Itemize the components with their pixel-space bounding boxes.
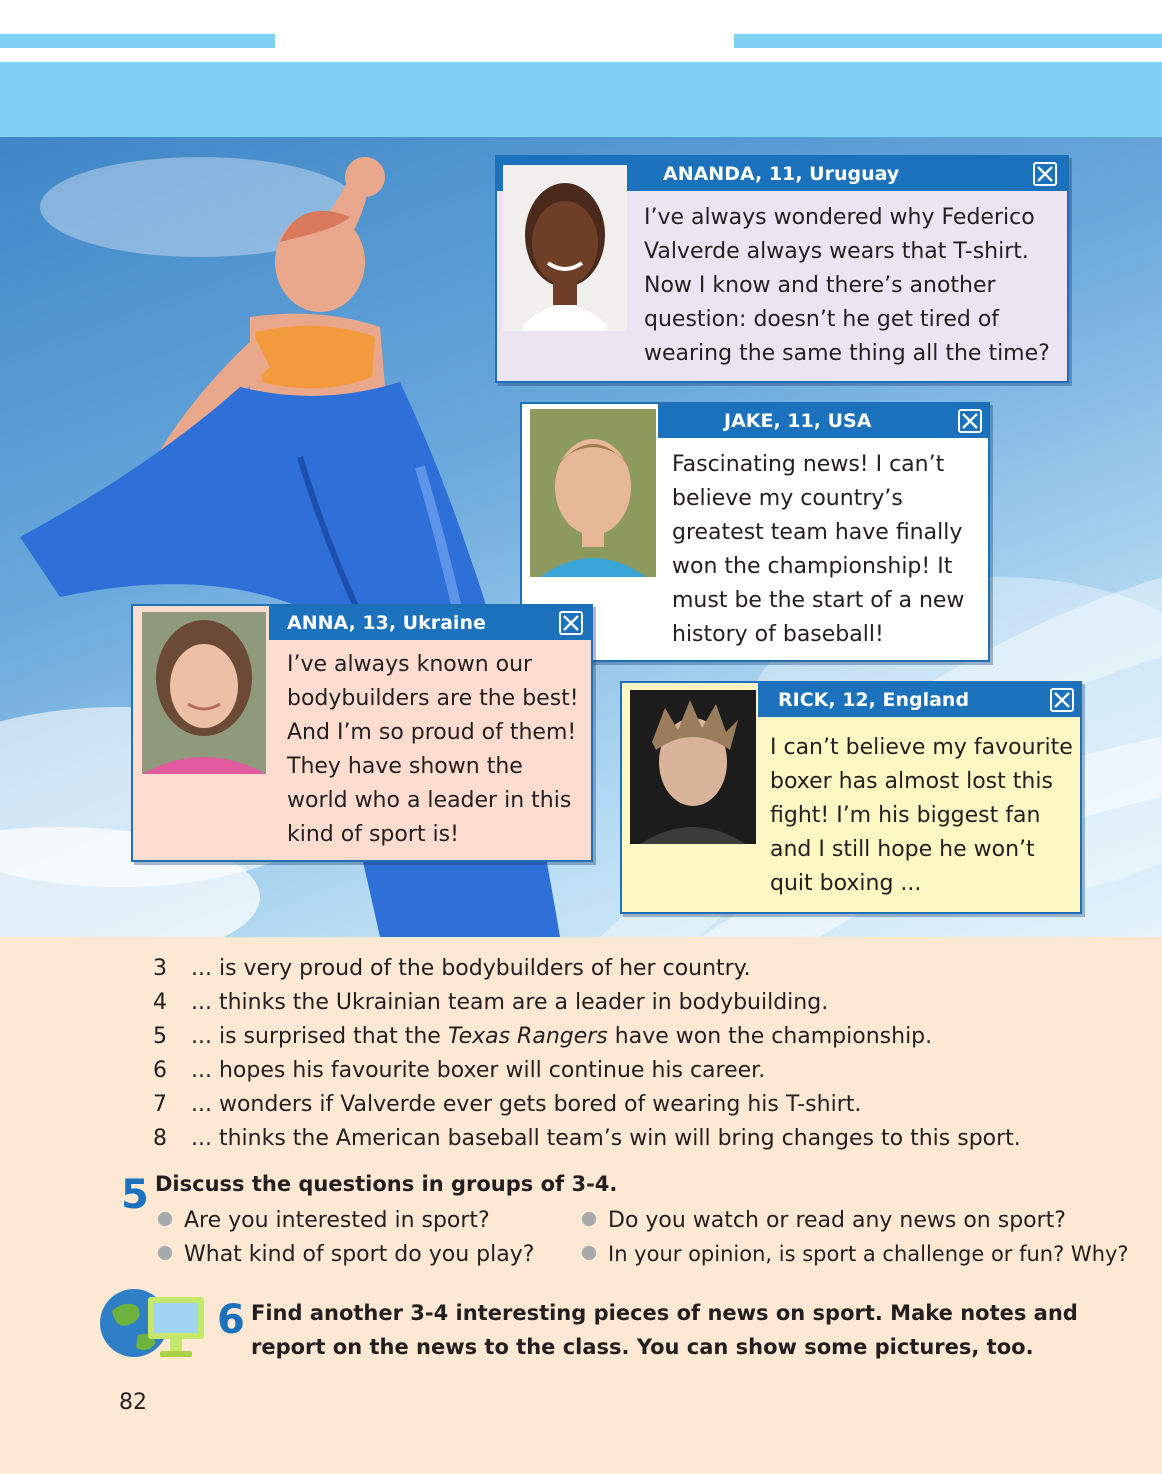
list-item bbox=[153, 1088, 1021, 1122]
instruction-line: report on the news to the class. You can show some pictures, too. bbox=[251, 1335, 1034, 1359]
comment-line: kind of sport is! bbox=[287, 822, 459, 847]
item-number: 5 bbox=[153, 1024, 167, 1049]
item-text: ... hopes his favourite boxer will continue his career. bbox=[191, 1058, 766, 1083]
avatar bbox=[530, 409, 656, 577]
comment-line: world who a leader in this bbox=[287, 788, 572, 813]
avatar bbox=[503, 165, 627, 331]
header-stripe-right bbox=[734, 34, 1162, 48]
comment-line: bodybuilders are the best! bbox=[287, 686, 579, 711]
avatar bbox=[142, 612, 266, 774]
list-item bbox=[153, 1054, 1021, 1088]
comment-line: They have shown the bbox=[287, 754, 523, 779]
header-band bbox=[0, 62, 1162, 137]
list-item bbox=[153, 1020, 1021, 1054]
question-item bbox=[158, 1208, 490, 1233]
comment-card-anna bbox=[131, 604, 593, 862]
list-item bbox=[153, 986, 1021, 1020]
exercise-number: 6 bbox=[217, 1297, 245, 1343]
comment-text bbox=[770, 731, 1073, 901]
comment-header bbox=[758, 683, 1080, 717]
comment-line: fight! I’m his biggest fan bbox=[770, 803, 1041, 828]
comment-line: And I’m so proud of them! bbox=[287, 720, 577, 745]
comment-line: question: doesn’t he get tired of bbox=[644, 307, 1000, 332]
exercise-title: Discuss the questions in groups of 3-4. bbox=[155, 1172, 618, 1196]
commenter-name: JAKE, 11, USA bbox=[724, 410, 872, 432]
item-text: ... is very proud of the bodybuilders of her country. bbox=[191, 956, 751, 981]
comment-line: Fascinating news! I can’t bbox=[672, 452, 945, 477]
comment-line: must be the start of a new bbox=[672, 588, 965, 613]
item-number: 6 bbox=[153, 1058, 167, 1083]
close-icon[interactable] bbox=[1033, 162, 1057, 186]
list-item bbox=[153, 1122, 1021, 1156]
header-stripe-left bbox=[0, 34, 275, 48]
commenter-name: ANANDA, 11, Uruguay bbox=[663, 163, 900, 185]
close-icon[interactable] bbox=[559, 611, 583, 635]
comment-header bbox=[658, 404, 988, 438]
instruction-line: Find another 3-4 interesting pieces of news on sport. Make notes and bbox=[251, 1301, 1078, 1325]
comment-line: wearing the same thing all the time? bbox=[644, 341, 1050, 366]
item-number: 7 bbox=[153, 1092, 167, 1117]
question-item bbox=[582, 1242, 1129, 1266]
exercise-instructions bbox=[251, 1296, 1078, 1364]
comment-line: won the championship! It bbox=[672, 554, 953, 579]
comment-line: I’ve always wondered why Federico bbox=[644, 205, 1035, 230]
comment-text bbox=[672, 448, 964, 652]
commenter-name: RICK, 12, England bbox=[778, 689, 970, 711]
avatar bbox=[630, 690, 756, 844]
item-number: 3 bbox=[153, 956, 167, 981]
comment-line: Valverde always wears that T-shirt. bbox=[644, 239, 1029, 264]
item-emphasis: Texas Rangers bbox=[447, 1024, 608, 1049]
question-text: In your opinion, is sport a challenge or fun? Why? bbox=[608, 1242, 1129, 1266]
comment-text bbox=[644, 201, 1050, 371]
comment-card-ananda bbox=[495, 155, 1069, 383]
item-text: ... wonders if Valverde ever gets bored of wearing his T-shirt. bbox=[191, 1092, 862, 1117]
comment-line: history of baseball! bbox=[672, 622, 884, 647]
exercise-number: 5 bbox=[121, 1172, 149, 1218]
list-item bbox=[153, 952, 1021, 986]
question-item bbox=[158, 1242, 534, 1267]
comment-line: boxer has almost lost this bbox=[770, 769, 1053, 794]
comment-card-rick bbox=[620, 681, 1082, 914]
close-icon[interactable] bbox=[958, 409, 982, 433]
bullet-icon bbox=[158, 1246, 172, 1260]
close-icon[interactable] bbox=[1050, 688, 1074, 712]
item-text: ... is surprised that the bbox=[191, 1024, 448, 1049]
question-text: Do you watch or read any news on sport? bbox=[608, 1208, 1066, 1233]
bullet-icon bbox=[582, 1246, 596, 1260]
statements-list bbox=[153, 952, 1021, 1156]
comment-line: Now I know and there’s another bbox=[644, 273, 996, 298]
item-text: ... thinks the Ukrainian team are a leader in bodybuilding. bbox=[191, 990, 829, 1015]
globe-computer-icon bbox=[98, 1285, 210, 1367]
question-text: Are you interested in sport? bbox=[184, 1208, 490, 1233]
comment-line: believe my country’s bbox=[672, 486, 903, 511]
comment-line: I can’t believe my favourite bbox=[770, 735, 1073, 760]
comment-line: I’ve always known our bbox=[287, 652, 533, 677]
question-text: What kind of sport do you play? bbox=[184, 1242, 535, 1267]
comment-line: quit boxing ... bbox=[770, 871, 922, 896]
comment-line: and I still hope he won’t bbox=[770, 837, 1035, 862]
commenter-name: ANNA, 13, Ukraine bbox=[287, 612, 486, 634]
item-number: 8 bbox=[153, 1126, 167, 1151]
item-text: ... thinks the American baseball team’s win will bring changes to this sport. bbox=[191, 1126, 1021, 1151]
top-margin bbox=[0, 0, 1162, 62]
item-text: have won the championship. bbox=[607, 1024, 933, 1049]
comment-text bbox=[287, 648, 579, 852]
comment-header bbox=[269, 606, 591, 640]
bullet-icon bbox=[582, 1212, 596, 1226]
question-item bbox=[582, 1208, 1066, 1233]
bullet-icon bbox=[158, 1212, 172, 1226]
page-number: 82 bbox=[119, 1390, 147, 1415]
item-number: 4 bbox=[153, 990, 167, 1015]
comment-line: greatest team have finally bbox=[672, 520, 963, 545]
